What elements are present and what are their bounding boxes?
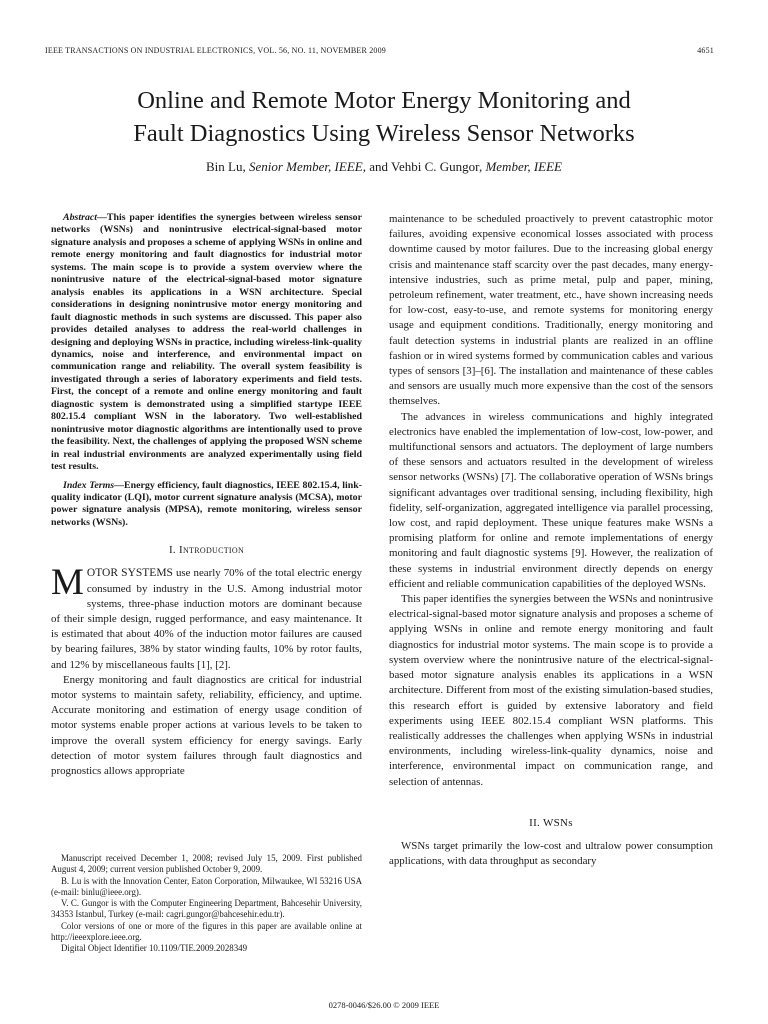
right-paragraph-3: This paper identifies the synergies between the WSNs and nonintrusive electrical-signal-based motor signature analysis and proposes a scheme of applying WSNs in online and remote energy monitoring and fault diagnostics for industrial motor systems. The main scope is to provide a system overview where the nonintrusive nature of the electrical-signal-based motor signature analysis enables its applications in a WSN architecture. Different from most of the existing simulation-based studies, this research effort is guided by extensive laboratory and field experiments using IEEE 802.15.4 compliant WSN platforms. This realistically addresses the challenges when applying WSNs in industrial environments, including wireless-link-quality dynamics, noise and interference, environmental impact on communication range, and selection of antennas.	[389, 593, 713, 788]
abstract	[51, 212, 362, 474]
abstract-text: —This paper identifies the synergies between wireless sensor networks (WSNs) and nonintrusive electrical-signal-based motor signature analysis and proposes a scheme of applying WSNs in online and remote energy monitoring and fault diagnostics for industrial motor systems. The main scope is to provide a system overview where the nonintrusive nature of the electrical-signal-based motor signature analysis enables its applications in a WSN architecture. Special considerations in designing nonintrusive motor energy monitoring and fault diagnostic methods in such systems are discussed. This paper also provides detailed analyses to address the real-world challenges in designing and deploying WSNs in practice, including wireless-link-quality dynamics, noise and interference, and environmental impact on communication range and reliability. The overall system feasibility is investigated through a series of laboratory experiments and field tests. First, the concept of a remote and online energy monitoring and fault diagnostic system is demonstrated using a simplified startype IEEE 802.15.4 compliant WSN in the laboratory. Two well-established nonintrusive motor diagnostic algorithms are intentionally used to prove the feasibility. Next, the challenges of applying the proposed WSN scheme in real industrial environments are analyzed experimentally using field test results.	[51, 212, 362, 473]
footnote-doi: Digital Object Identifier 10.1109/TIE.2009.2028349	[61, 943, 248, 953]
section-2-numeral: II.	[529, 816, 541, 829]
right-column	[389, 212, 713, 869]
footnote-color-versions: Color versions of one or more of the figures in this paper are available online at http://ieeexplore.ieee.org.	[51, 920, 362, 942]
author-conjunction: and	[369, 159, 388, 174]
drop-cap: M	[51, 562, 84, 604]
footnote-author-2: V. C. Gungor is with the Computer Engineering Department, Bahcesehir University, 34353 Istanbul, Turkey (e-mail: cagri.gungor@bahcesehir.edu.tr).	[51, 898, 362, 920]
footnotes	[51, 853, 362, 954]
right-paragraph-4: WSNs target primarily the low-cost and ultralow power consumption applications, with data throughput as secondary	[389, 839, 713, 868]
intro-lead-caps: OTOR SYSTEMS	[86, 567, 173, 580]
journal-name: IEEE TRANSACTIONS ON INDUSTRIAL ELECTRONICS, VOL. 56, NO. 11, NOVEMBER 2009	[45, 46, 386, 55]
author-1-name: Bin Lu,	[206, 159, 246, 174]
title-line-2: Fault Diagnostics Using Wireless Sensor Networks	[133, 120, 635, 147]
section-heading-wsns	[389, 816, 713, 831]
paper-title	[20, 84, 748, 150]
index-terms-label: Index Terms	[63, 479, 115, 491]
copyright-footer: 0278-0046/$26.00 © 2009 IEEE	[328, 1000, 440, 1010]
section-1-title: Introduction	[179, 544, 245, 557]
abstract-label: Abstract	[63, 212, 98, 223]
left-column	[51, 212, 362, 779]
page-number: 4651	[697, 46, 714, 55]
title-line-1: Online and Remote Motor Energy Monitoring and	[137, 87, 631, 114]
running-head	[45, 46, 714, 55]
author-line	[20, 159, 748, 175]
author-2-role: Member, IEEE	[485, 159, 562, 174]
section-2-title: WSNs	[542, 816, 573, 829]
index-terms	[51, 480, 362, 530]
index-terms-text: —Energy efficiency, fault diagnostics, IEEE 802.15.4, link-quality indicator (LQI), motor current signature analysis (MCSA), motor power signature analysis (MPSA), remote monitoring, wireless sensor networks (WSNs).	[51, 479, 363, 528]
intro-paragraph-2: Energy monitoring and fault diagnostics are critical for industrial motor systems to maintain safety, reliability, efficiency, and uptime. Accurate monitoring and estimation of energy usage condition of motor systems enable proper actions at various levels to be taken to improve the overall system efficiency for energy savings. Early detection of motor system failures through fault diagnostics and prognostics allows appropriate	[51, 673, 362, 777]
right-paragraph-2: The advances in wireless communications and highly integrated electronics have enabled the implementation of low-cost, low-power, and multifunctional sensors and actuators. The deployment of large numbers of these sensors and actuators resulted in the development of wireless sensor networks (WSNs) [7]. The collaborative operation of WSNs brings significant advantages over traditional sensing, including flexibility, high fidelity, self-organization, aggregated intelligence via parallel processing, low cost, and rapid deployment. These unique features make WSNs a promising platform for online and remote implementations of energy monitoring and fault diagnostic systems [9]. However, the realization of these systems in industrial environment directly depends on energy efficient and reliable communication capabilities of the deployed WSNs.	[389, 410, 713, 590]
footnote-manuscript: Manuscript received December 1, 2008; revised July 15, 2009. First published August 4, 2009; current version published October 9, 2009.	[51, 853, 362, 875]
intro-paragraph-1	[51, 562, 362, 672]
right-paragraph-1: maintenance to be scheduled proactively to prevent catastrophic motor failures, avoiding expensive economical losses associated with process downtime caused by motor failures. Due to the increasing global energy crisis and maintenance staff scarcity over the past decades, many energy-intensive industries, such as prime metal, pulp and paper, mining, petroleum refinement, water treatment, etc., have shown increasing needs for low-cost, easy-to-use, and remote systems for monitoring energy usage and equipment conditions. Traditionally, energy monitoring and fault detection systems in industrial plants are realized in an offline fashion or in wired systems formed by communication cables and various types of sensors [3]–[6]. The installation and maintenance of these cables and sensors are usually much more expensive than the cost of the sensors themselves.	[389, 213, 713, 408]
footnote-author-1: B. Lu is with the Innovation Center, Eaton Corporation, Milwaukee, WI 53216 USA (e-mail: binlu@ieee.org).	[51, 875, 362, 897]
section-1-numeral: I.	[168, 544, 176, 557]
author-1-role: Senior Member, IEEE,	[248, 159, 366, 174]
intro-paragraph-1-text: use nearly 70% of the total electric energy consumed by industry in the U.S. Among industrial motor systems, three-phase induction motors are dominant because of their simple design, rugged performance, and easy maintenance. It is estimated that about 40% of the induction motor failures are caused by bearing failures, 38% by stator winding faults, 10% by rotor faults, and 12% by miscellaneous faults [1], [2].	[51, 567, 362, 671]
author-2-name: Vehbi C. Gungor,	[391, 159, 483, 174]
section-heading-introduction	[51, 543, 362, 558]
